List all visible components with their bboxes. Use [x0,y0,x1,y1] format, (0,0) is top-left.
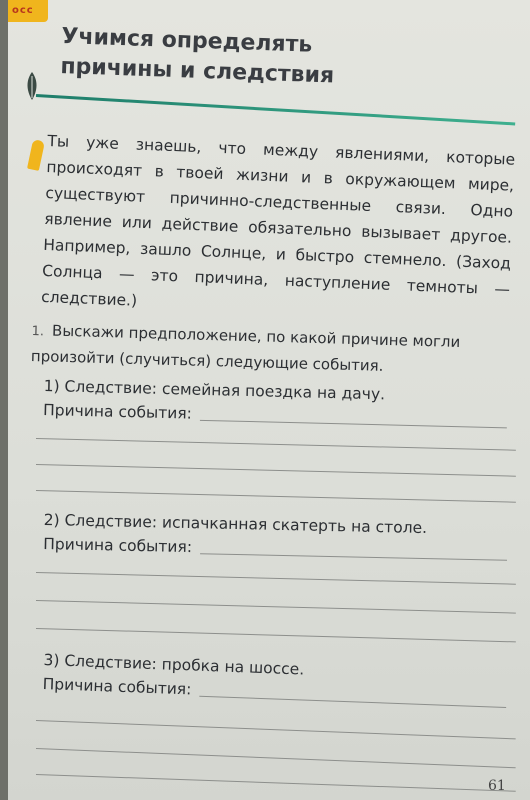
page-title [60,22,362,92]
answer-line[interactable] [36,490,516,503]
answer-line[interactable] [199,696,506,708]
reason-label: Причина события: [42,674,192,699]
consequence-text: 1) Следствие: семейная поездка на дачу. [43,376,386,404]
answer-line[interactable] [200,420,507,429]
answer-line[interactable] [36,748,516,768]
reason-label: Причина события: [43,534,193,557]
consequence-text: 3) Следствие: пробка на шоссе. [43,650,305,679]
title-underline [36,94,515,125]
answer-line[interactable] [36,720,516,739]
task-1 [31,318,512,381]
leaf-icon [24,70,40,102]
answer-line[interactable] [36,572,516,585]
title-line-2: причины и следствия [60,53,335,89]
answer-line[interactable] [200,553,507,560]
page-number: 61 [488,778,506,794]
answer-line[interactable] [36,464,516,477]
title-line-1: Учимся определять [61,23,313,58]
section-tab: осс [8,0,48,22]
answer-line[interactable] [36,600,516,614]
task-text: Выскажи предположение, по какой причине могли произойти (случиться) следующие события. [30,321,461,375]
exercise-item-1 [43,374,508,433]
answer-line[interactable] [36,774,516,792]
task-number: 1. [31,323,45,340]
reason-label: Причина события: [42,400,193,423]
answer-line[interactable] [36,438,516,451]
exercise-item-2 [43,508,508,566]
info-marker-icon [27,139,45,171]
exercise-item-3 [42,648,507,713]
intro-paragraph: Ты уже знаешь, что между явлениями, которые происходят в твоей жизни и в окружающем мире, существуют причинно-следственные связи. Одно явление или действие обязательно вызывает другое. Например, зашло Солнце, и быстро стемнело. (Заход Солнца — это причина, наступление темноты — следствие.) [40,131,516,310]
workbook-page [8,0,530,800]
answer-line[interactable] [36,628,516,642]
consequence-text: 2) Следствие: испачканная скатерть на столе. [43,510,428,538]
